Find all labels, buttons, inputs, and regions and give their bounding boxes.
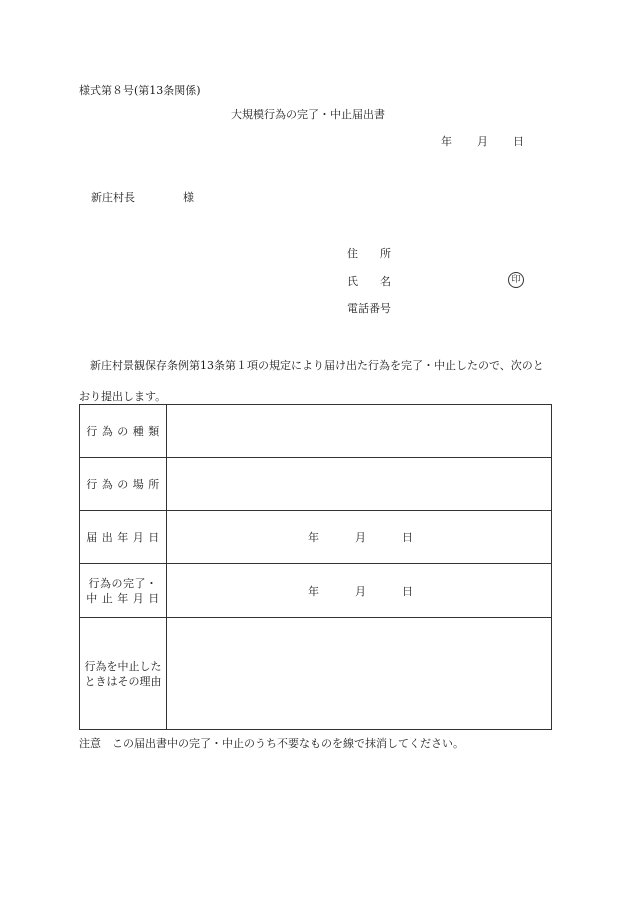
date-day-label: 日 <box>513 135 524 148</box>
completion-year: 年 <box>308 584 319 598</box>
table-row <box>80 405 552 458</box>
completion-date-field[interactable] <box>167 564 552 618</box>
table-row <box>80 511 552 564</box>
date-month-label: 月 <box>477 135 488 148</box>
reason-label <box>80 618 167 730</box>
phone-label: 電話番号 <box>347 302 391 315</box>
submission-date <box>0 133 630 147</box>
notification-year: 年 <box>308 531 319 544</box>
reason-label-line2: ときはその理由 <box>84 674 162 688</box>
body-text: 新庄村景観保存条例第13条第１項の規定により届け出た行為を完了・中止したので、次のとおり提出します。 <box>79 359 544 403</box>
notification-date-field[interactable] <box>167 511 552 564</box>
note-text: 注意 この届出書中の完了・中止のうち不要なものを線で抹消してください。 <box>79 737 464 750</box>
address-label: 住 所 <box>347 247 391 260</box>
addressee-honorific: 様 <box>183 191 194 204</box>
report-table <box>79 404 552 730</box>
type-of-action-field[interactable] <box>167 405 552 458</box>
form-number: 様式第８号(第13条関係) <box>79 84 201 97</box>
completion-month: 月 <box>355 584 366 598</box>
type-of-action-label: 行 為 の 種 類 <box>80 405 167 458</box>
notification-month: 月 <box>355 531 366 544</box>
location-of-action-label: 行 為 の 場 所 <box>80 458 167 511</box>
notification-date-label: 届 出 年 月 日 <box>80 511 167 564</box>
addressee <box>91 189 194 205</box>
reason-field[interactable] <box>167 618 552 730</box>
completion-date-label-line1: 行為の完了・ <box>88 576 158 590</box>
location-of-action-field[interactable] <box>167 458 552 511</box>
table-row <box>80 618 552 730</box>
table-row <box>80 458 552 511</box>
table-row <box>80 564 552 618</box>
addressee-name: 新庄村長 <box>91 191 135 204</box>
name-label: 氏 名 <box>347 275 391 288</box>
seal-mark: 印 <box>508 272 524 288</box>
completion-date-label-line2: 中 止 年 月 日 <box>86 591 160 605</box>
completion-day: 日 <box>402 584 413 598</box>
notification-day: 日 <box>402 531 413 544</box>
document-title: 大規模行為の完了・中止届出書 <box>231 108 385 121</box>
reason-label-line1: 行為を中止した <box>84 659 162 673</box>
completion-date-label <box>80 564 167 618</box>
date-year-label: 年 <box>441 135 452 148</box>
